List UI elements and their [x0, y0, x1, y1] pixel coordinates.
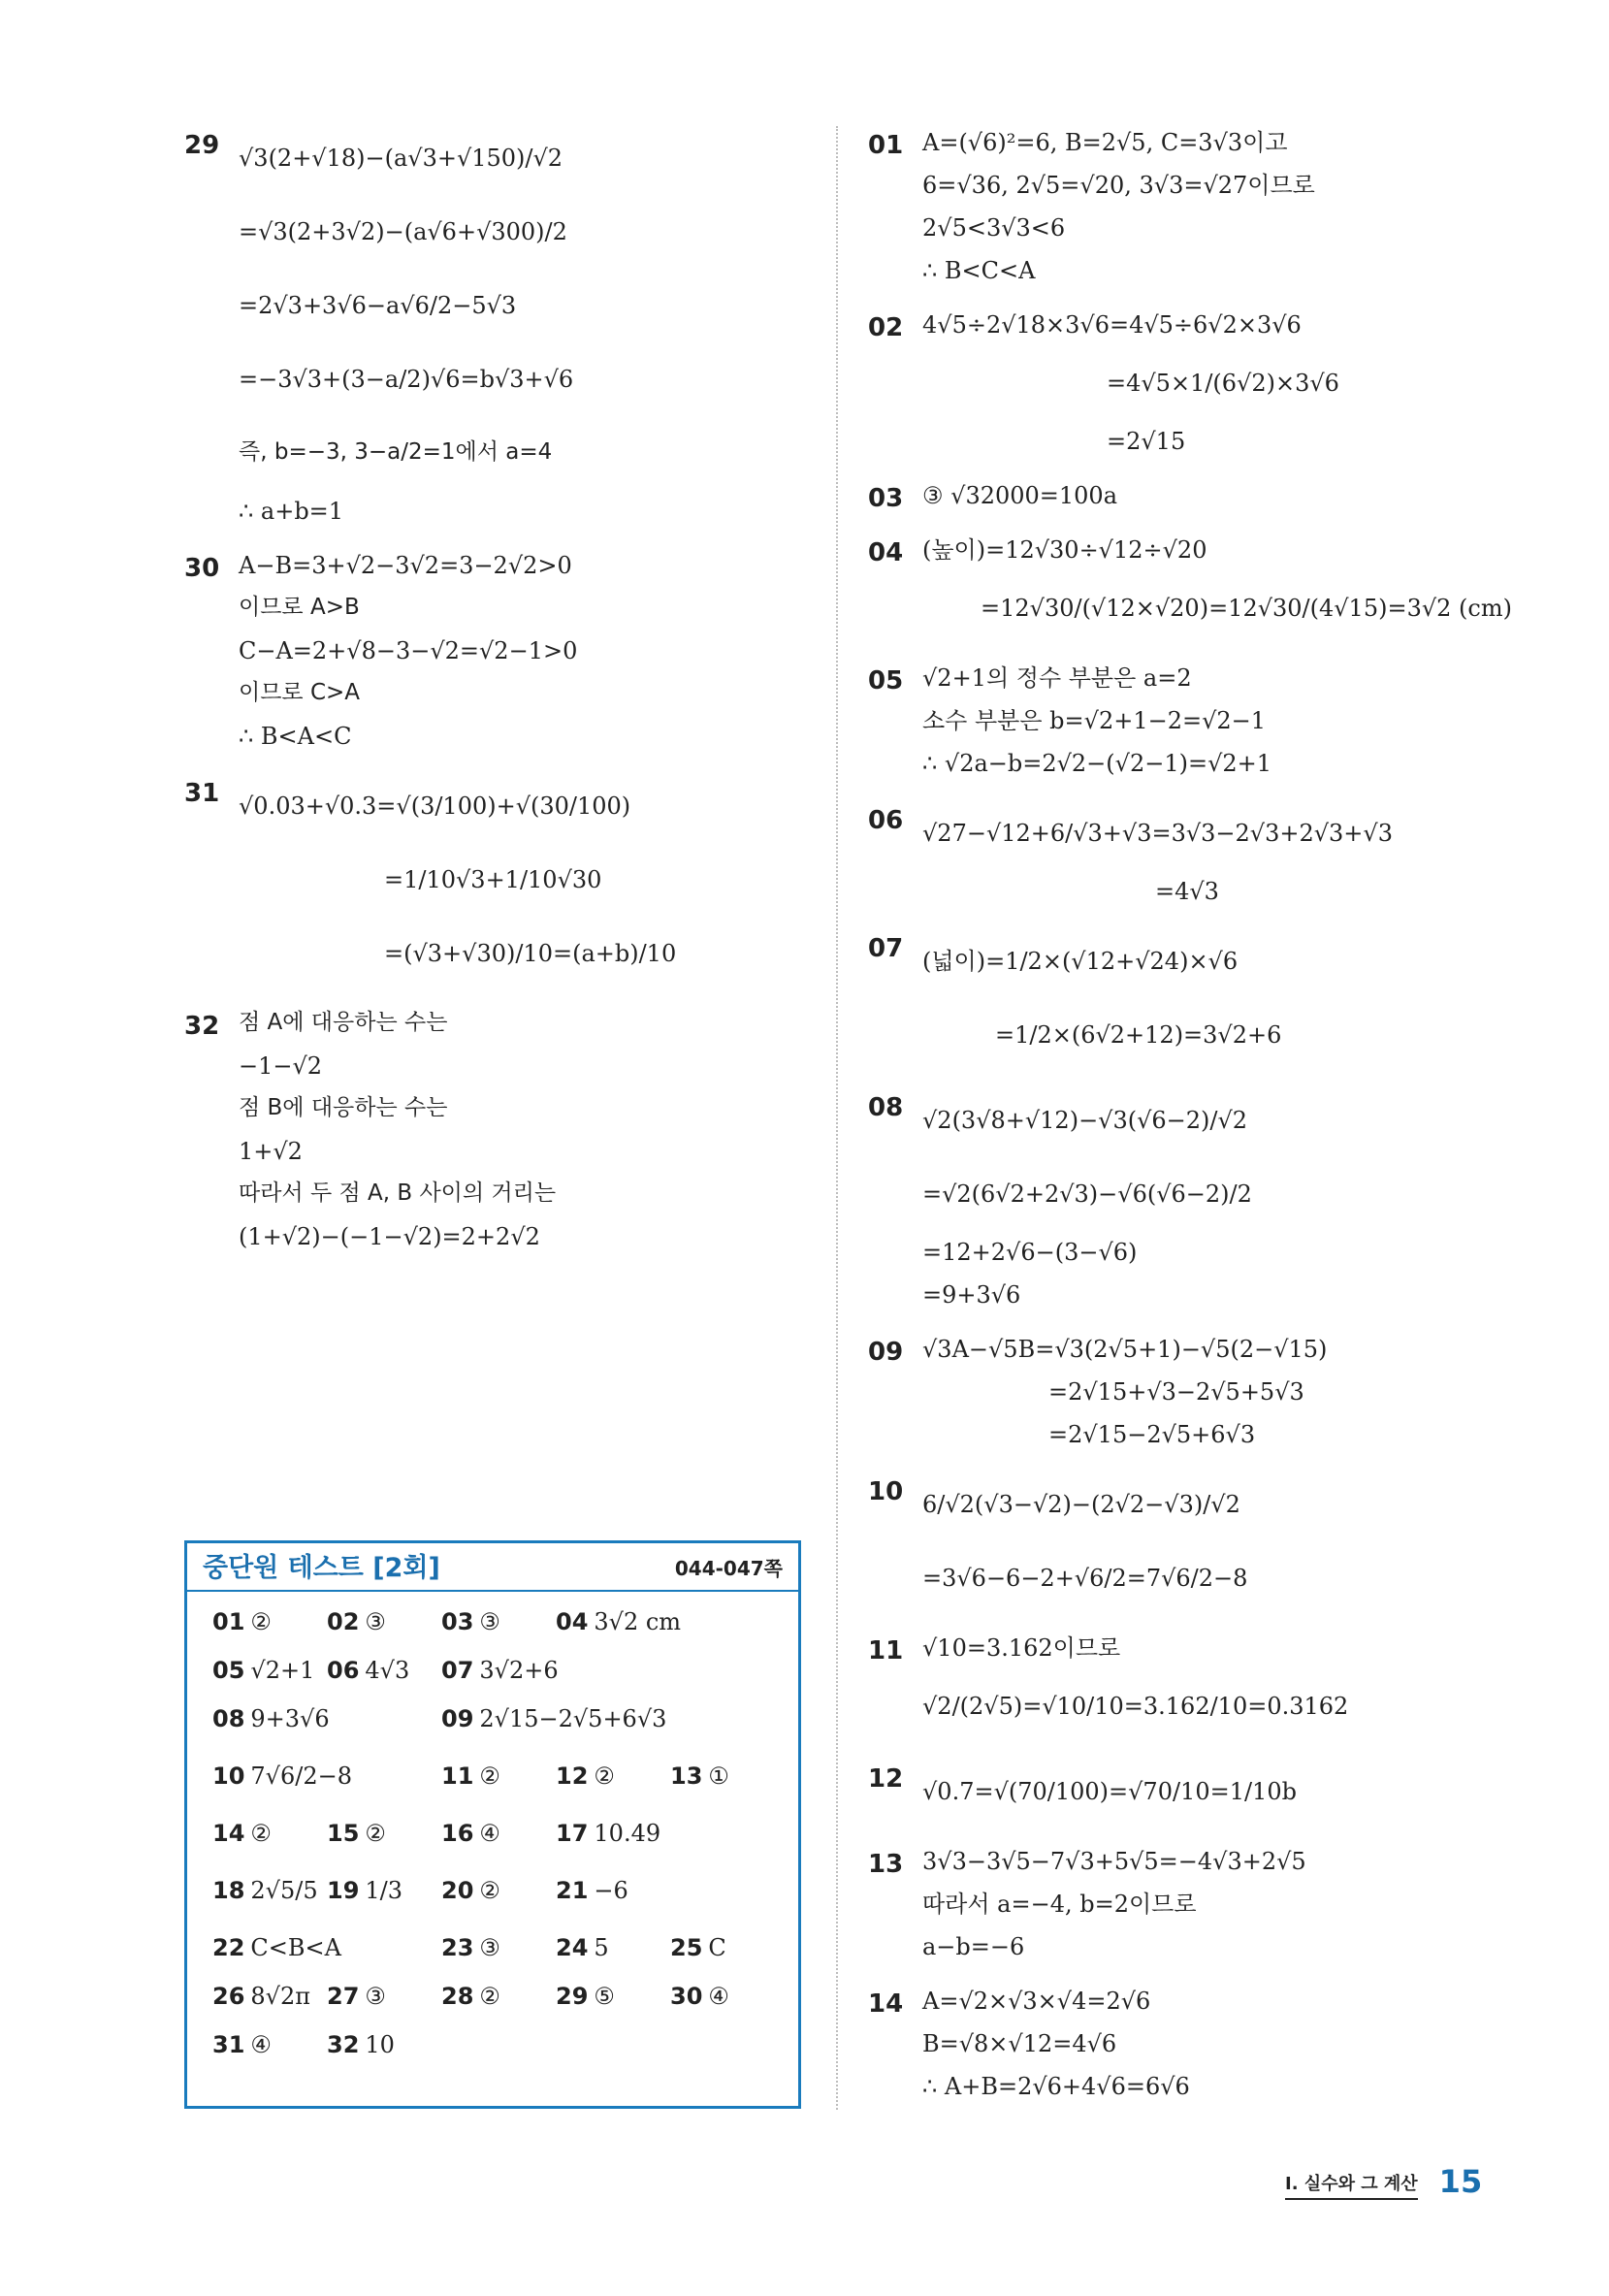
- answer-row: [187, 1858, 798, 1924]
- solution-line: (넓이)=1/2×(√12+√24)×√6: [922, 947, 1239, 975]
- solution-line: 즉, b=−3, 3−a/2=1에서 a=4: [239, 439, 553, 466]
- solution-line: √27−√12+6/√3+√3=3√3−2√3+2√3+√3: [922, 819, 1393, 847]
- problem-03: [868, 474, 1431, 517]
- right-column: [868, 121, 1512, 2108]
- solution-line: √2/(2√5)=√10/10=3.162/10=0.3162: [922, 1692, 1349, 1720]
- solution-line: ∴ √2a−b=2√2−(√2−1)=√2+1: [922, 749, 1272, 777]
- solution-line: (1+√2)−(−1−√2)=2+2√2: [239, 1222, 540, 1250]
- problem-07: [868, 924, 1431, 1072]
- solution-line: 따라서 a=−4, b=2이므로: [922, 1890, 1197, 1918]
- problem-number: 31: [184, 779, 220, 808]
- solution-line: =2√15: [1107, 427, 1186, 455]
- problem-number: 30: [184, 554, 220, 583]
- solution-line: =4√5×1/(6√2)×3√6: [1107, 369, 1339, 397]
- answer-item: 12 ②: [556, 1762, 615, 1790]
- problem-12: [868, 1755, 1431, 1828]
- answer-row: [187, 1695, 798, 1743]
- problem-number: 10: [868, 1477, 904, 1506]
- problem-11: [868, 1627, 1431, 1743]
- answer-item: 03 ③: [441, 1607, 500, 1635]
- solution-line: 4√5÷2√18×3√6=4√5÷6√2×3√6: [922, 310, 1302, 339]
- answer-item: 22 C<B<A: [212, 1933, 341, 1961]
- solution-line: =−3√3+(3−a/2)√6=b√3+√6: [239, 365, 574, 393]
- answer-item: 04 3√2 cm: [556, 1607, 682, 1635]
- answer-row: [187, 1924, 798, 1972]
- solution-line: A−B=3+√2−3√2=3−2√2>0: [239, 551, 572, 579]
- answer-item: 02 ③: [327, 1607, 386, 1635]
- answer-item: 16 ④: [441, 1819, 500, 1847]
- solution-line: ∴ B<C<A: [922, 256, 1036, 284]
- solution-line: 1+√2: [239, 1137, 303, 1165]
- answer-item: 13 ①: [670, 1762, 729, 1790]
- solution-line: 2√5<3√3<6: [922, 213, 1066, 242]
- solution-line: =1/2×(6√2+12)=3√2+6: [995, 1020, 1282, 1049]
- solution-line: ∴ B<A<C: [239, 722, 352, 750]
- solution-line: 점 B에 대응하는 수는: [239, 1095, 448, 1121]
- solution-line: =√2(6√2+2√3)−√6(√6−2)/2: [922, 1180, 1252, 1208]
- answer-item: 27 ③: [327, 1982, 386, 2010]
- problem-number: 03: [868, 484, 904, 513]
- solution-line: 점 A에 대응하는 수는: [239, 1010, 448, 1036]
- page-number: 15: [1438, 2163, 1483, 2200]
- problem-29: [184, 121, 815, 533]
- solution-line: =√3(2+3√2)−(a√6+√300)/2: [239, 217, 567, 245]
- problem-04: [868, 529, 1512, 645]
- problem-08: [868, 1083, 1431, 1316]
- solution-line: 소수 부분은 b=√2+1−2=√2−1: [922, 706, 1267, 734]
- answer-item: 19 1/3: [327, 1876, 403, 1904]
- left-column: [184, 121, 815, 1258]
- solution-line: 3√3−3√5−7√3+5√5=−4√3+2√5: [922, 1847, 1306, 1875]
- answer-item: 14 ②: [212, 1819, 272, 1847]
- solution-line: 6=√36, 2√5=√20, 3√3=√27이므로: [922, 171, 1315, 199]
- solution-line: =1/10√3+1/10√30: [384, 865, 602, 893]
- solution-line: =12√30/(√12×√20)=12√30/(4√15)=3√2 (cm): [981, 594, 1512, 622]
- solution-line: (높이)=12√30÷√12÷√20: [922, 535, 1207, 564]
- solution-line: 이므로 C>A: [239, 680, 361, 706]
- solution-line: C−A=2+√8−3−√2=√2−1>0: [239, 636, 578, 664]
- answer-item: 10 7√6/2−8: [212, 1762, 352, 1790]
- problem-number: 12: [868, 1764, 904, 1794]
- problem-14: [868, 1980, 1431, 2108]
- solution-line: =2√15−2√5+6√3: [1048, 1420, 1256, 1448]
- solution-line: −1−√2: [239, 1051, 323, 1080]
- answer-item: 29 ⑤: [556, 1982, 615, 2010]
- answer-item: 20 ②: [441, 1876, 500, 1904]
- problem-number: 06: [868, 806, 904, 835]
- answer-item: 07 3√2+6: [441, 1656, 559, 1684]
- solution-line: =9+3√6: [922, 1280, 1021, 1309]
- answer-item: 31 ④: [212, 2030, 272, 2058]
- problem-32: [184, 1002, 815, 1258]
- answer-item: 15 ②: [327, 1819, 386, 1847]
- solution-line: =(√3+√30)/10=(a+b)/10: [384, 939, 677, 967]
- answer-row: [187, 1743, 798, 1809]
- solution-line: =3√6−6−2+√6/2=7√6/2−8: [922, 1564, 1248, 1592]
- solution-line: =12+2√6−(3−√6): [922, 1238, 1138, 1266]
- answer-item: 09 2√15−2√5+6√3: [441, 1704, 667, 1732]
- answer-item: 08 9+3√6: [212, 1704, 330, 1732]
- answer-item: 06 4√3: [327, 1656, 410, 1684]
- answer-item: 28 ②: [441, 1982, 500, 2010]
- problem-01: [868, 121, 1431, 292]
- problem-number: 08: [868, 1093, 904, 1122]
- solution-line: √2+1의 정수 부분은 a=2: [922, 663, 1192, 692]
- problem-13: [868, 1840, 1431, 1968]
- answer-row: [187, 1598, 798, 1646]
- column-divider: [836, 126, 838, 2110]
- page-footer: [1285, 2163, 1482, 2200]
- problem-number: 14: [868, 1989, 904, 2019]
- answer-row: [187, 1972, 798, 2021]
- answer-key-title: 중단원 테스트 [2회]: [203, 1553, 440, 1583]
- solution-line: √0.03+√0.3=√(3/100)+√(30/100): [239, 792, 631, 820]
- problem-number: 04: [868, 538, 904, 567]
- solution-line: √10=3.162이므로: [922, 1633, 1121, 1662]
- problem-06: [868, 796, 1431, 913]
- solution-line: √0.7=√(70/100)=√70/10=1/10b: [922, 1777, 1297, 1805]
- solution-line: A=√2×√3×√4=2√6: [922, 1987, 1151, 2015]
- solution-line: √3(2+√18)−(a√3+√150)/√2: [239, 144, 563, 172]
- answer-item: 11 ②: [441, 1762, 500, 1790]
- answer-key-box: [184, 1540, 801, 2109]
- solution-line: √2(3√8+√12)−√3(√6−2)/√2: [922, 1106, 1248, 1134]
- solution-line: =2√3+3√6−a√6/2−5√3: [239, 291, 517, 319]
- answer-item: 18 2√5/5: [212, 1876, 318, 1904]
- problem-number: 01: [868, 131, 904, 160]
- answer-item: 32 10: [327, 2030, 395, 2058]
- problem-31: [184, 769, 815, 990]
- problem-number: 32: [184, 1012, 220, 1041]
- answer-key-header: [187, 1543, 798, 1592]
- solution-line: √3A−√5B=√3(2√5+1)−√5(2−√15): [922, 1335, 1328, 1363]
- problem-number: 07: [868, 934, 904, 963]
- answer-row: [187, 1646, 798, 1695]
- problem-number: 29: [184, 131, 220, 160]
- solution-line: =4√3: [1155, 877, 1219, 905]
- problem-number: 13: [868, 1850, 904, 1879]
- solution-line: =2√15+√3−2√5+5√3: [1048, 1377, 1304, 1406]
- answer-item: 25 C: [670, 1933, 726, 1961]
- solution-line: ∴ a+b=1: [239, 497, 344, 525]
- answer-row: [187, 2021, 798, 2069]
- solution-line: ③ √32000=100a: [922, 481, 1118, 509]
- solution-line: 이므로 A>B: [239, 595, 360, 621]
- solution-line: ∴ A+B=2√6+4√6=6√6: [922, 2072, 1190, 2100]
- page-range: 044-047쪽: [674, 1557, 783, 1581]
- problem-05: [868, 657, 1431, 785]
- problem-number: 05: [868, 666, 904, 695]
- solution-line: A=(√6)²=6, B=2√5, C=3√3이고: [922, 128, 1288, 156]
- solution-line: 따라서 두 점 A, B 사이의 거리는: [239, 1180, 557, 1207]
- solution-line: a−b=−6: [922, 1932, 1025, 1960]
- problem-02: [868, 304, 1431, 463]
- solution-line: 6/√2(√3−√2)−(2√2−√3)/√2: [922, 1490, 1240, 1518]
- problem-09: [868, 1328, 1431, 1456]
- solution-line: B=√8×√12=4√6: [922, 2029, 1117, 2057]
- problem-number: 11: [868, 1636, 904, 1665]
- section-title: I. 실수와 그 계산: [1285, 2174, 1418, 2201]
- answer-item: 24 5: [556, 1933, 609, 1961]
- answer-row: [187, 1809, 798, 1858]
- answer-item: 05 √2+1: [212, 1656, 315, 1684]
- problem-number: 09: [868, 1338, 904, 1367]
- answer-item: 26 8√2π: [212, 1982, 311, 2010]
- answer-item: 01 ②: [212, 1607, 272, 1635]
- problem-number: 02: [868, 313, 904, 342]
- answer-item: 17 10.49: [556, 1819, 661, 1847]
- answer-item: 23 ③: [441, 1933, 500, 1961]
- problem-30: [184, 544, 815, 758]
- answer-item: 21 −6: [556, 1876, 628, 1904]
- problem-10: [868, 1468, 1431, 1615]
- answer-item: 30 ④: [670, 1982, 729, 2010]
